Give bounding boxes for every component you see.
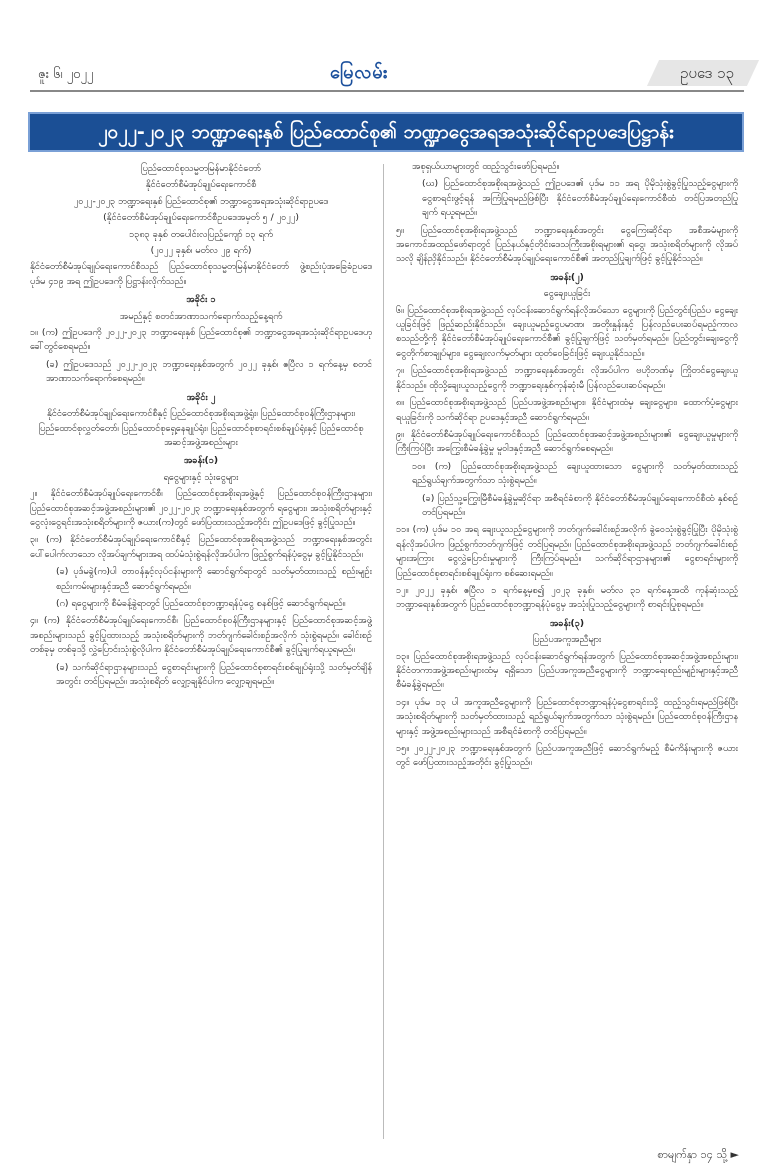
header-divider [30,90,744,92]
preamble-line: ၂၀၂၂-၂၀၂၃ ဘဏ္ဍာရေးနှစ် ပြည်ထောင်စု၏ ဘဏ္ဍာငွေအရအသုံးဆိုင်ရာဥပဒေ [73,195,329,207]
newspaper-logo: မြေလမ်း [330,62,389,83]
section-paragraph: (ခ) ပုဒ်မခွဲ(က)ပါ တာဝန်နှင့်လုပ်ငန်းများကို ဆောင်ရွက်ရာတွင် သတ်မှတ်ထားသည့် စည်းမျဉ်းစည်းကမ်းများနှင့်အညီ ဆောင်ရွက်ရမည်။ [56,566,372,592]
preamble-line: ပြည်ထောင်စုသမ္မတမြန်မာနိုင်ငံတော် [141,163,261,174]
left-column [30,160,372,1145]
section-subheading: ရငွေများနှင့် သုံးငွေများ [163,471,239,483]
section-paragraph: ၁၁။ (က) ပုဒ်မ ၁၀ အရ ချေးယူသည့်ငွေများကို ဘတ်ဂျက်ခေါင်းစဉ်အလိုက် ခွဲဝေသုံးစွဲခွင့်ပြုပြီး ပိုမိုသုံးစွဲရန်လိုအပ်ပါက ဖြည့်စွက်ဘတ်ဂျက်ဖြင့် တင်ပြရမည်။ ပြည်ထောင်စုအစိုးရအဖွဲ့သည် ဘတ်ဂျက်ခေါင်းစဉ်များအကြား ငွေလွှဲပြောင်းမှုများကို ကြီးကြပ်ရမည်။ သက်ဆိုင်ရာဌာနများ၏ ငွေစာရင်းများကို ပြည်ထောင်စုစာရင်းစစ်ချုပ်ရုံးက စစ်ဆေးရမည်။ [396,524,738,579]
preamble-line: နိုင်ငံတော်စီမံအုပ်ချုပ်ရေးကောင်စီ [145,179,257,191]
section-paragraph: (ခ) သက်ဆိုင်ရာဌာနများသည် ငွေစာရင်းများကို ပြည်ထောင်စုစာရင်းစစ်ချုပ်ရုံးသို့ သတ်မှတ်ချိန်အတွင်း တင်ပြရမည်။ အသုံးစရိတ် လျှော့ချနိုင်ပါက လျှော့ချရမည်။ [56,661,372,687]
section-paragraph: (ခ) ပြည်သူ့ကြွေးမြီစီမံခန့်ခွဲမှုဆိုင်ရာ အစီရင်ခံစာကို နိုင်ငံတော်စီမံအုပ်ချုပ်ရေးကောင်စီထံ နှစ်စဉ်တင်ပြရမည်။ [422,492,738,518]
section-paragraph: (ဃ) ပြည်ထောင်စုအစိုးရအဖွဲ့သည် ဤဥပဒေ၏ ပုဒ်မ ၁၁ အရ ပိုမိုသုံးစွဲခွင့်ပြုသည့်ငွေများကို ငွေစာရင်းဖွင့်ရန် အကြံပြုရမည်ဖြစ်ပြီး နိုင်ငံတော်စီမံအုပ်ချုပ်ရေးကောင်စီထံ တင်ပြအတည်ပြုချက် ရယူရမည်။ [422,178,738,219]
section-paragraph: ၆။ ပြည်ထောင်စုအစိုးရအဖွဲ့သည် လုပ်ငန်းဆောင်ရွက်ရန်လိုအပ်သော ငွေများကို ပြည်တွင်းပြည်ပ ငွေချေးယူခြင်းဖြင့် ဖြည့်ဆည်းနိုင်သည်။ ချေးယူမည့်ငွေပမာဏ၊ အတိုးနှုန်းနှင့် ပြန်လည်ပေးဆပ်ရမည့်ကာလ စသည်တို့ကို နိုင်ငံတော်စီမံအုပ်ချုပ်ရေးကောင်စီ၏ ခွင့်ပြုချက်ဖြင့် သတ်မှတ်ရမည်။ ပြည်တွင်းချေးငွေကို ငွေတိုက်စာချုပ်များ၊ ငွေချေးလက်မှတ်များ ထုတ်ဝေခြင်းဖြင့် ချေးယူနိုင်သည်။ [396,304,738,359]
article-body [30,160,744,1145]
section-paragraph: ၁။ (က) ဤဥပဒေကို ၂၀၂၂-၂၀၂၃ ဘဏ္ဍာရေးနှစ် ပြည်ထောင်စု၏ ဘဏ္ဍာငွေအရအသုံးဆိုင်ရာဥပဒေဟု ခေါ်တွင်စေရမည်။ [30,327,372,353]
issue-date: ဇူး ၆၊ ၂၀၂၂ [38,67,94,82]
article-title: ၂၀၂၂-၂၀၂၃ ဘဏ္ဍာရေးနှစ် ပြည်ထောင်စု၏ ဘဏ္ဍာငွေအရအသုံးဆိုင်ရာဥပဒေပြဋ္ဌာန်း [28,112,744,152]
section-paragraph: ၁၀။ (က) ပြည်ထောင်စုအစိုးရအဖွဲ့သည် ချေးယူထားသော ငွေများကို သတ်မှတ်ထားသည့် ရည်ရွယ်ချက်အတွက်သာ သုံးစွဲရမည်။ [412,460,738,487]
section-paragraph: ၇။ ပြည်ထောင်စုအစိုးရအဖွဲ့သည် ဘဏ္ဍာရေးနှစ်အတွင်း လိုအပ်ပါက ဗဟိုဘဏ်မှ ကြိုတင်ငွေချေးယူနိုင်သည်။ ထိုသို့ချေးယူသည့်ငွေကို ဘဏ္ဍာရေးနှစ်ကုန်ဆုံးမီ ပြန်လည်ပေးဆပ်ရမည်။ [396,365,738,391]
chapter-subheading: နိုင်ငံတော်စီမံအုပ်ချုပ်ရေးကောင်စီနှင့် ပြည်ထောင်စုအစိုးရအဖွဲ့ရုံး၊ ပြည်ထောင်စုဝန်ကြီးဌာနများ၊ ပြည်ထောင်စုလွှတ်တော်၊ ပြည်ထောင်စုရှေ့နေချုပ်ရုံး၊ ပြည်ထောင်စုစာရင်းစစ်ချုပ်ရုံးနှင့် ပြည်ထောင်စုအဆင့်အဖွဲ့အစည်းများ [38,408,364,448]
section-heading: အခန်း(၃) [549,617,585,629]
page-number: ဥပဒေ ၁၃ [680,64,734,82]
section-paragraph: ၁၅။ ၂၀၂၂-၂၀၂၃ ဘဏ္ဍာရေးနှစ်အတွက် ပြည်ပအကူအညီဖြင့် ဆောင်ရွက်မည့် စီမံကိန်းများကို ဇယားတွင် ဖော်ပြထားသည့်အတိုင်း ခွင့်ပြုသည်။ [396,743,738,769]
preamble-line: (၂၀၂၂ ခုနှစ်၊ မတ်လ ၂၉ ရက်) [150,245,252,257]
section-paragraph: (ဂ) ရငွေများကို စီမံခန့်ခွဲရာတွင် ပြည်ထောင်စုဘဏ္ဍာရန်ပုံငွေ စနစ်ဖြင့် ဆောင်ရွက်ရမည်။ [56,597,346,609]
section-paragraph: ၄။ (က) နိုင်ငံတော်စီမံအုပ်ချုပ်ရေးကောင်စီ၊ ပြည်ထောင်စုဝန်ကြီးဌာနများနှင့် ပြည်ထောင်စုအဆင့်အဖွဲ့အစည်းများသည် ခွင့်ပြုထားသည့် အသုံးစရိတ်များကို ဘတ်ဂျက်ခေါင်းစဉ်အလိုက် သုံးစွဲရမည်။ ခေါင်းစဉ်တစ်ခုမှ တစ်ခုသို့ လွှဲပြောင်းသုံးစွဲလိုပါက နိုင်ငံတော်စီမံအုပ်ချုပ်ရေးကောင်စီ၏ ခွင့်ပြုချက်ရယူရမည်။ [30,615,372,656]
preamble-line: ၁၃၈၃ ခုနှစ် တပေါင်းလပြည့်ကျော် ၁၃ ရက် [129,228,273,240]
section-paragraph: ၃။ (က) နိုင်ငံတော်စီမံအုပ်ချုပ်ရေးကောင်စီနှင့် ပြည်ထောင်စုအစိုးရအဖွဲ့သည် ဘဏ္ဍာရေးနှစ်အတွင်း ပေါ်ပေါက်လာသော လိုအပ်ချက်များအရ ထပ်မံသုံးစွဲရန်လိုအပ်ပါက ဖြည့်စွက်ရန်ပုံငွေမှ ခွင့်ပြုနိုင်သည်။ [30,534,372,560]
section-heading: အခန်း(၁) [183,455,219,467]
enactment-paragraph: နိုင်ငံတော်စီမံအုပ်ချုပ်ရေးကောင်စီသည် ပြည်ထောင်စုသမ္မတမြန်မာနိုင်ငံတော် ဖွဲ့စည်းပုံအခြေခံဥပဒေ ပုဒ်မ ၄၁၉ အရ ဤဥပဒေကို ပြဋ္ဌာန်းလိုက်သည်။ [30,261,372,287]
section-paragraph: ၁၃။ ပြည်ထောင်စုအစိုးရအဖွဲ့သည် လုပ်ငန်းဆောင်ရွက်ရန်အတွက် ပြည်ထောင်စုအဆင့်အဖွဲ့အစည်းများ၊ နိုင်ငံတကာအဖွဲ့အစည်းများထံမှ ရရှိသော ပြည်ပအကူအညီငွေများကို ဘဏ္ဍာရေးစည်းမျဉ်းများနှင့်အညီ စီမံခန့်ခွဲရမည်။ [396,650,738,691]
section-paragraph: (ခ) ဤဥပဒေသည် ၂၀၂၂-၂၀၂၃ ဘဏ္ဍာရေးနှစ်အတွက် ၂၀၂၂ ခုနှစ်၊ ဧပြီလ ၁ ရက်နေ့မှ စတင်အာဏာသက်ရောက်စေရမည်။ [46,358,372,385]
preamble [30,162,372,258]
column-divider [383,164,384,1139]
continued-on-link[interactable]: စာမျက်နှာ ၁၄ သို့ ► [657,1148,739,1161]
preamble-line: (နိုင်ငံတော်စီမံအုပ်ချုပ်ရေးကောင်စီဥပဒေအမှတ် ၅ / ၂၀၂၂) [103,212,299,224]
section-paragraph: ၅။ ပြည်ထောင်စုအစိုးရအဖွဲ့သည် ဘဏ္ဍာရေးနှစ်အတွင်း ငွေကြေးဆိုင်ရာ အစီအမံများကို အကောင်အထည်ဖော်ရာတွင် ပြည်နယ်နှင့်တိုင်းဒေသကြီးအစိုးရများ၏ ရငွေ၊ အသုံးစရိတ်များကို လိုအပ်သလို ချိန်ညှိနိုင်သည်။ နိုင်ငံတော်စီမံအုပ်ချုပ်ရေးကောင်စီ၏ အတည်ပြုချက်ဖြင့် ခွင့်ပြုနိုင်သည်။ [396,224,738,265]
chapter-subheading: အမည်နှင့် စတင်အာဏာသက်ရောက်သည့်နေ့ရက် [119,310,283,322]
section-subheading: ပြည်ပအကူအညီများ [532,634,602,646]
section-paragraph: ၂။ နိုင်ငံတော်စီမံအုပ်ချုပ်ရေးကောင်စီ၊ ပြည်ထောင်စုအစိုးရအဖွဲ့နှင့် ပြည်ထောင်စုဝန်ကြီးဌာနများ၊ ပြည်ထောင်စုအဆင့်အဖွဲ့အစည်းများ၏ ၂၀၂၂-၂၀၂၃ ဘဏ္ဍာရေးနှစ်အတွက် ရငွေများ၊ အသုံးစရိတ်များနှင့် ငွေလုံးငွေရင်းအသုံးစရိတ်များကို ဇယား(က)တွင် ဖော်ပြထားသည့်အတိုင်း ဤဥပဒေဖြင့် ခွင့်ပြုသည်။ [30,488,372,528]
chapter-heading: အခိုင်း ၂ [186,391,216,403]
section-heading: အခန်း(၂) [550,271,584,283]
section-paragraph: ၈။ ပြည်ထောင်စုအစိုးရအဖွဲ့သည် ပြည်ပအဖွဲ့အစည်းများ၊ နိုင်ငံများထံမှ ချေးငွေများ၊ ထောက်ပံ့ငွေများ ရယူခြင်းကို သက်ဆိုင်ရာ ဥပဒေနှင့်အညီ ဆောင်ရွက်ရမည်။ [396,397,738,423]
section-paragraph: ၁၂။ ၂၀၂၂ ခုနှစ်၊ ဧပြီလ ၁ ရက်နေ့မှစ၍ ၂၀၂၃ ခုနှစ်၊ မတ်လ ၃၁ ရက်နေ့အထိ ကုန်ဆုံးသည့် ဘဏ္ဍာရေးနှစ်အတွက် ပြည်ထောင်စုဘဏ္ဍာရန်ပုံငွေမှ အသုံးပြုသည့်ငွေများကို စာရင်းပြုစုရမည်။ [396,584,738,611]
right-column [396,160,738,1145]
section-subheading: ငွေချေးယူခြင်း [543,288,591,300]
chapter-heading: အခိုင်း ၁ [186,294,216,306]
section-paragraph: အစုရှယ်ယာများတွင် ထည့်သွင်းဖော်ပြရမည်။ [412,161,560,172]
section-paragraph: ၉။ နိုင်ငံတော်စီမံအုပ်ချုပ်ရေးကောင်စီသည် ပြည်ထောင်စုအဆင့်အဖွဲ့အစည်းများ၏ ငွေချေးယူမှုများကို ကြီးကြပ်ပြီး အကြွေးစီမံခန့်ခွဲမှု မူဝါဒနှင့်အညီ ဆောင်ရွက်စေရမည်။ [396,428,738,455]
section-paragraph: ၁၄။ ပုဒ်မ ၁၃ ပါ အကူအညီငွေများကို ပြည်ထောင်စုဘဏ္ဍာရန်ပုံငွေစာရင်းသို့ ထည့်သွင်းရမည်ဖြစ်ပြီး အသုံးစရိတ်များကို သတ်မှတ်ထားသည့် ရည်ရွယ်ချက်အတွက်သာ သုံးစွဲရမည်။ ပြည်ထောင်စုဝန်ကြီးဌာနများနှင့် အဖွဲ့အစည်းများသည် အစီရင်ခံစာကို တင်ပြရမည်။ [396,696,738,737]
page-header [0,0,773,92]
